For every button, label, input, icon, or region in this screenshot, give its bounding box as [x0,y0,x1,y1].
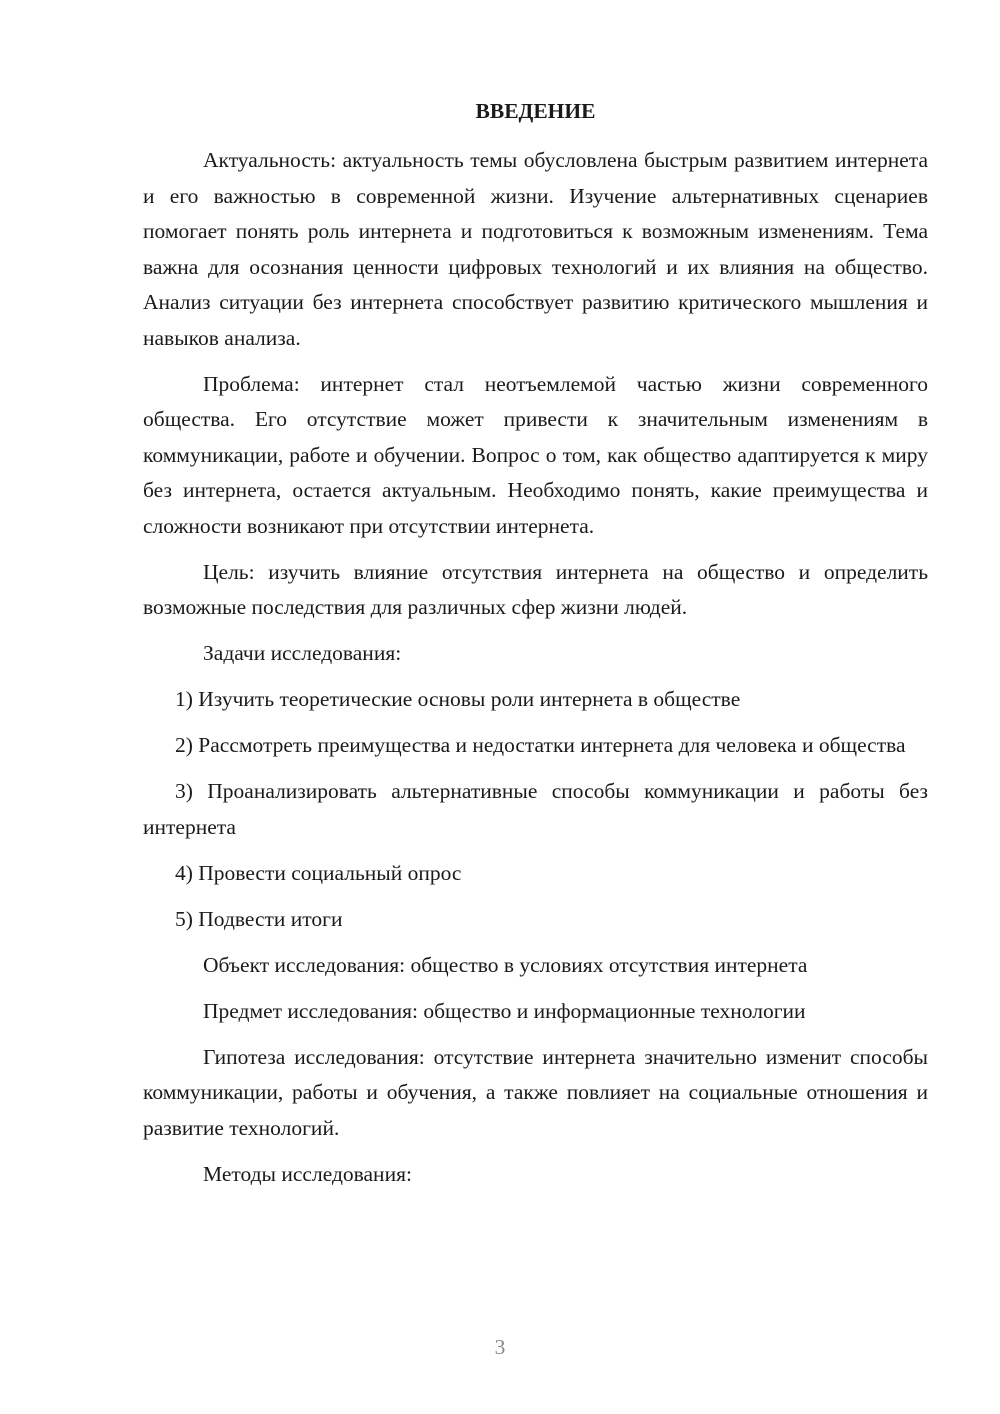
section-title: ВВЕДЕНИЕ [475,99,596,123]
hypothesis-paragraph: Гипотеза исследования: отсутствие интернета значительно изменит способы коммуникации, работы и обучения, а также повлияет на социальные отношения и развитие технологий. [143,1044,928,1140]
subject-paragraph: Предмет исследования: общество и информационные технологии [203,998,806,1023]
task-item-2: 2) Рассмотреть преимущества и недостатки интернета для человека и общества [175,733,906,757]
task-item-4: 4) Провести социальный опрос [175,860,462,885]
goal-paragraph: Цель: изучить влияние отсутствия интернета на общество и определить возможные последствия для различных сфер жизни людей. [143,559,928,619]
task-item-5: 5) Подвести итоги [175,906,343,931]
object-paragraph: Объект исследования: общество в условиях отсутствия интернета [203,952,808,977]
methods-heading: Методы исследования: [203,1161,412,1186]
task-item-3: 3) Проанализировать альтернативные способы коммуникации и работы без интернета [143,779,928,839]
task-item-1: 1) Изучить теоретические основы роли интернета в обществе [175,687,741,711]
relevance-paragraph: Актуальность: актуальность темы обусловлена быстрым развитием интернета и его важностью в современной жизни. Изучение альтернативных сценариев помогает понять роль интернета и подготовиться к возможным изменениям. Тема важна для осознания ценности цифровых технологий и их влияния на общество. Анализ ситуации без интернета способствует развитию критического мышления и навыков анализа. [143,148,928,350]
problem-paragraph: Проблема: интернет стал неотъемлемой частью жизни современного общества. Его отсутствие может привести к значительным изменениям в коммуникации, работе и обучении. Вопрос о том, как общество адаптируется к миру без интернета, остается актуальным. Необходимо понять, какие преимущества и сложности возникают при отсутствии интернета. [143,371,928,538]
tasks-heading: Задачи исследования: [203,641,402,665]
page-content [143,93,928,1192]
page-number: 3 [494,1335,506,1359]
